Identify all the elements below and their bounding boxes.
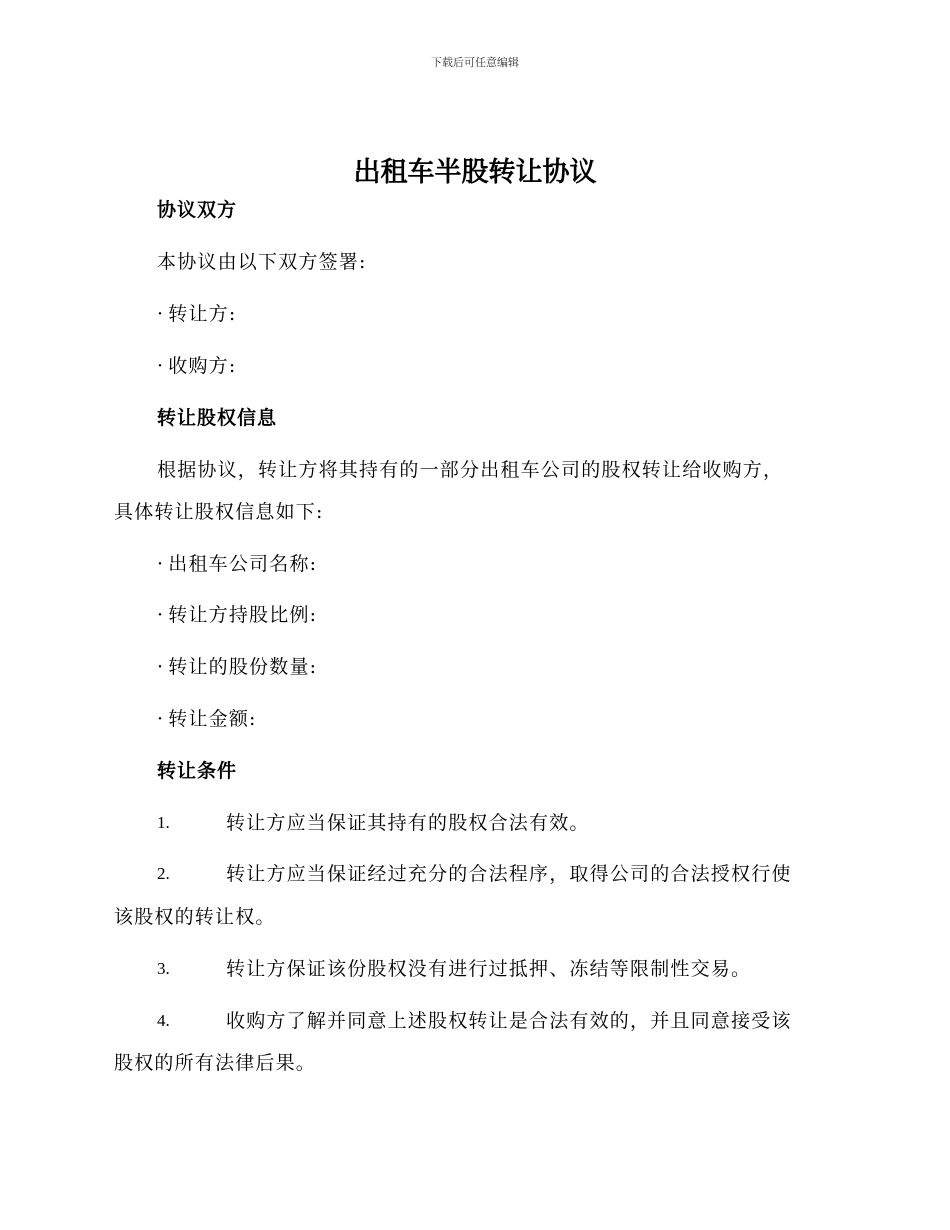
condition-text: 转让方保证该份股权没有进行过抵押、冻结等限制性交易。: [226, 958, 752, 980]
list-item-label: 转让方持股比例:: [168, 604, 318, 626]
section-heading-parties: 协议双方: [157, 199, 238, 221]
list-item: [157, 655, 317, 679]
list-item-label: 转让方:: [168, 303, 237, 325]
bullet-icon: ·: [157, 303, 165, 325]
bullet-icon: ·: [157, 604, 165, 626]
condition-text: 收购方了解并同意上述股权转让是合法有效的，并且同意接受该: [226, 1010, 792, 1032]
list-item-label: 收购方:: [168, 355, 237, 377]
list-number: 3.: [157, 959, 170, 978]
list-number: 2.: [157, 864, 170, 883]
header-note: 下载后可任意编辑: [431, 56, 519, 69]
bullet-icon: ·: [157, 553, 165, 575]
list-item: [157, 552, 317, 576]
bullet-icon: ·: [157, 656, 165, 678]
parties-intro: 本协议由以下双方签署:: [157, 251, 367, 273]
list-number: 1.: [157, 813, 170, 832]
bullet-icon: ·: [157, 708, 165, 730]
list-item: [157, 603, 317, 627]
list-number: 4.: [157, 1011, 170, 1030]
condition-text: 转让方应当保证其持有的股权合法有效。: [226, 812, 590, 834]
condition-text-continued: 该股权的转让权。: [114, 906, 276, 928]
list-item: [157, 302, 236, 326]
list-item: [157, 354, 236, 378]
list-item: [157, 707, 257, 731]
section-heading-equity: 转让股权信息: [157, 407, 278, 429]
list-item-label: 出租车公司名称:: [168, 553, 318, 575]
section-heading-conditions: 转让条件: [157, 760, 238, 782]
list-item-label: 转让的股份数量:: [168, 656, 318, 678]
equity-paragraph-line2: 具体转让股权信息如下:: [114, 501, 324, 523]
condition-text: 转让方应当保证经过充分的合法程序，取得公司的合法授权行使: [226, 863, 792, 885]
condition-text-continued: 股权的所有法律后果。: [114, 1052, 317, 1074]
equity-paragraph-line1: 根据协议，转让方将其持有的一部分出租车公司的股权转让给收购方，: [157, 459, 784, 481]
bullet-icon: ·: [157, 355, 165, 377]
list-item-label: 转让金额:: [168, 708, 257, 730]
document-title: 出租车半股转让协议: [353, 157, 597, 188]
